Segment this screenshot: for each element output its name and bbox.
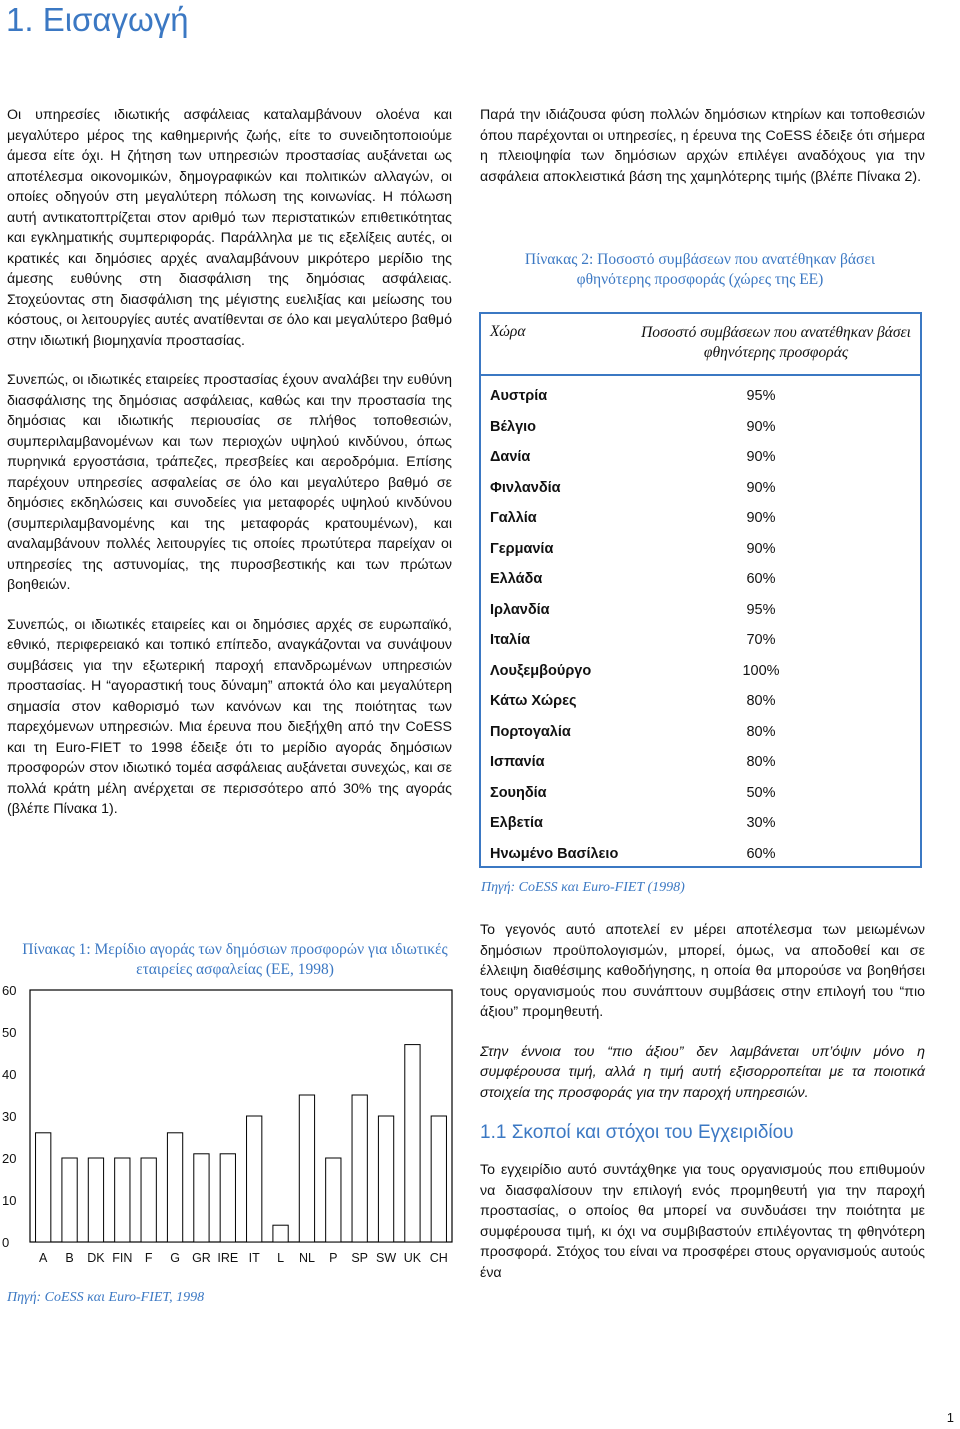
bar	[62, 1158, 77, 1242]
country-cell: Λουξεμβούργο	[490, 662, 592, 679]
table-row	[481, 565, 920, 596]
x-tick-label: IT	[248, 1251, 260, 1265]
table-row	[481, 840, 920, 871]
x-tick-label: NL	[298, 1251, 315, 1265]
country-cell: Δανία	[490, 449, 531, 465]
country-cell: Βέλγιο	[490, 418, 537, 435]
table-body	[481, 376, 920, 870]
y-tick-label: 50	[2, 1025, 17, 1040]
x-tick-label: B	[65, 1251, 74, 1265]
country-cell: Γαλλία	[490, 510, 537, 526]
bar	[194, 1154, 209, 1242]
country-cell: Αυστρία	[490, 388, 548, 404]
bar	[299, 1095, 314, 1242]
bar	[378, 1116, 393, 1242]
x-tick-label: G	[170, 1251, 180, 1265]
bar	[115, 1158, 130, 1242]
page-heading: 1. Εισαγωγή	[6, 1, 189, 38]
pct-cell: 100%	[742, 662, 780, 679]
table-row	[481, 504, 920, 535]
x-tick-label: L	[277, 1251, 285, 1265]
right-paragraph-last: Το εγχειρίδιο αυτό συντάχθηκε για τους οργανισμούς που επιθυμούν να διασφαλίσουν την επιλογή ενός προμηθευτή για την παροχή προστασίας, ο οποίος θα μπορεί να συνδυάσει την ποιότητα με συμφέρουσα τιμή, κι όχι να συμβιβαστούν επιλέγοντας τη φθηνότερη προσφορά. Στόχος του είναι να προσφέρει στους οργανισμούς αυτούς ένα	[480, 1162, 925, 1281]
bar	[141, 1158, 156, 1242]
x-tick-label: GR	[192, 1251, 211, 1265]
country-cell: Γερμανία	[490, 540, 554, 557]
bar	[352, 1095, 367, 1242]
x-tick-label: IRE	[217, 1251, 239, 1265]
bar	[36, 1133, 51, 1242]
pct-cell: 90%	[746, 479, 776, 496]
comparison-table	[479, 312, 922, 868]
table-row	[481, 687, 920, 718]
chart-figure	[0, 940, 460, 1320]
table-row	[481, 626, 920, 657]
bar	[326, 1158, 341, 1242]
country-cell: Πορτογαλία	[490, 723, 571, 740]
country-cell: Ιταλία	[490, 632, 531, 648]
y-tick-label: 40	[2, 1067, 17, 1082]
table-row	[481, 535, 920, 566]
country-cell: Ιρλανδία	[490, 601, 550, 618]
country-cell: Σουηδία	[490, 784, 547, 801]
x-tick-label: FIN	[112, 1251, 133, 1265]
bar	[405, 1045, 420, 1242]
table-title: Πίνακας 2: Ποσοστό συμβάσεων που ανατέθηκαν βάσει φθηνότερης προσφοράς (χώρες της ΕΕ)	[524, 251, 876, 288]
bar-chart	[0, 984, 460, 1314]
left-column	[7, 105, 452, 839]
x-tick-label: P	[329, 1251, 338, 1265]
table-source: Πηγή: CoESS και Euro-FIET (1998)	[481, 880, 685, 895]
pct-cell: 60%	[746, 571, 776, 587]
pct-cell: 95%	[746, 601, 776, 618]
header-country: Χώρα	[490, 323, 526, 340]
bar	[247, 1116, 262, 1242]
right-paragraph-italic: Στην έννοια του “πιο άξιου” δεν λαμβάνεται υπ’όψιν μόνο η συμφέρουσα τιμή, αλλά η τιμή αυτή εξισορροπείται με τα ποιοτικά στοιχεία της προσφοράς για την παροχή υπηρεσιών.	[480, 1043, 925, 1101]
table-header	[481, 314, 920, 376]
right-paragraph-2: Το γεγονός αυτό αποτελεί εν μέρει αποτέλεσμα των μειωμένων δημόσιων προϋπολογισμών, μπορεί, όμως, να αποδοθεί και σε έλλειψη διαθέσιμης καθοδήγησης, η οποία θα μπορούσε να βοηθήσει τους οργανισμούς που συνάπτουν συμβάσεις στην επιλογή του “πιο άξιου” προμηθευτή.	[480, 922, 925, 1020]
right-column-lower	[480, 920, 925, 1302]
paragraph-3: Συνεπώς, οι ιδιωτικές εταιρείες και οι δημόσιες αρχές σε ευρωπαϊκό, εθνικό, περιφερειακό και τοπικό επίπεδο, αναγκάζονται να συνάψουν συμβάσεις για την εξωτερική παροχή επανδρωμένων υπηρεσιών προστασίας. Η “αγοραστική τους δύναμη” αποκτά όλο και μεγαλύτερη σημασία στον καθορισμό των κανόνων και της ποιότητας των παρεχόμενων υπηρεσιών. Μια έρευνα που διεξήχθη από την CoESS και τη Euro-FIET το 1998 έδειξε ότι το μερίδιο αγοράς δημόσιων προσφορών στον ιδιωτικό τομέα ασφάλειας αυξάνεται συνεχώς, και σε πολλά κράτη μέλη ανέρχεται σε περισσότερο από 30% της αγοράς (βλέπε Πίνακα 1).	[7, 616, 452, 817]
pct-cell: 90%	[746, 449, 776, 465]
paragraph-2: Συνεπώς, οι ιδιωτικές εταιρείες προστασίας έχουν αναλάβει την ευθύνη διασφάλισης της δημόσιας ασφάλειας, καθώς και την προστασία της δημόσιας και ιδιωτικής περιουσίας σε πλήθος τοποθεσιών, συμπεριλαμβανομένων και των περιοχών υψηλού κινδύνου, όπως πυρηνικά εργοστάσια, τράπεζες, πρεσβείες και αεροδρόμια. Επίσης παρέχουν υπηρεσίες ασφαλείας σε όλο και μεγαλύτερο βαθμό σε δημόσιες εκδηλώσεις και συνοδείες για μεταφορές υψηλού κινδύνου (συμπεριλαμβανομένης και της μεταφοράς κρατουμένων), και αναλαμβάνουν πολλές λειτουργίες τις οποίες πρωτύτερα παρείχαν οι υπηρεσίες της αστυνομίας, της πυροσβεστικής και των πρώτων βοηθειών.	[7, 372, 452, 593]
pct-cell: 90%	[746, 418, 776, 435]
right-intro-paragraph: Παρά την ιδιάζουσα φύση πολλών δημόσιων κτηρίων και τοποθεσιών όπου παρέχονται οι υπηρεσίες, η έρευνα της CoESS έδειξε ότι σήμερα η πλειοψηφία των δημόσιων αρχών επιλέγει αναδόχους για την ασφάλεια αποκλειστικά βάση της χαμηλότερης τιμής (βλέπε Πίνακα 2).	[480, 107, 925, 185]
table-row	[481, 809, 920, 840]
country-cell: Ηνωμένο Βασίλειο	[490, 845, 619, 862]
y-tick-label: 10	[2, 1193, 17, 1208]
header-percentage: Ποσοστό συμβάσεων που ανατέθηκαν βάσει φθηνότερης προσφοράς	[641, 324, 911, 361]
pct-cell: 80%	[746, 754, 776, 770]
country-cell: Ισπανία	[490, 754, 545, 770]
x-tick-label: DK	[87, 1251, 105, 1265]
pct-cell: 95%	[746, 388, 776, 404]
country-cell: Φινλανδία	[490, 479, 561, 496]
paragraph-1: Οι υπηρεσίες ιδιωτικής ασφάλειας καταλαμβάνουν ολοένα και μεγαλύτερο μέρος της καθημερινής ζωής, είτε το συνειδητοποιούμε άμεσα είτε όχι. Η ζήτηση των υπηρεσιών προστασίας αυξάνεται ως αποτέλεσμα οικονομικών, δημογραφικών και πολιτικών αλλαγών, οι οποίες οδηγούν στη μεγαλύτερη πόλωση της κοινωνίας. Η πόλωση αυτή αντικατοπτρίζεται στον αριθμό των περιστατικών επιθετικότητας και εγκληματικής συμπεριφοράς. Παράλληλα με τις εξελίξεις αυτές, οι κρατικές και δημόσιες αρχές αναλαμβάνουν μικρότερο μερίδιο της άμεσης ευθύνης στη διασφάλιση της δημόσιας ασφάλειας. Στοχεύοντας στη διασφάλιση της μέγιστης ευελιξίας και μείωσης του κόστους, οι λειτουργίες αυτές ανατίθενται σε όλο και μεγαλύτερο βαθμό στην ιδιωτική βιομηχανία προστασίας.	[7, 107, 452, 349]
table-row	[481, 413, 920, 444]
chart-title: Πίνακας 1: Μερίδιο αγοράς των δημόσιων προσφορών για ιδιωτικές εταιρείες ασφαλείας (ΕΕ, 1998)	[22, 941, 448, 978]
y-tick-label: 60	[2, 984, 17, 998]
bar	[273, 1225, 288, 1242]
pct-cell: 90%	[746, 510, 776, 526]
table-row	[481, 443, 920, 474]
pct-cell: 80%	[746, 723, 776, 740]
y-tick-label: 0	[2, 1235, 10, 1250]
country-cell: Ελλάδα	[490, 571, 543, 587]
table-row	[481, 474, 920, 505]
y-tick-label: 20	[2, 1151, 17, 1166]
bar	[167, 1133, 182, 1242]
table-row	[481, 657, 920, 688]
x-tick-label: CH	[429, 1251, 448, 1265]
x-tick-label: SP	[351, 1251, 369, 1265]
pct-cell: 70%	[746, 632, 776, 648]
pct-cell: 80%	[746, 693, 776, 709]
x-tick-label: A	[39, 1251, 48, 1265]
table-row	[481, 748, 920, 779]
table-row	[481, 718, 920, 749]
bar	[88, 1158, 103, 1242]
right-column	[480, 105, 925, 206]
pct-cell: 90%	[746, 540, 776, 557]
x-tick-label: UK	[403, 1251, 422, 1265]
x-tick-label: F	[144, 1251, 153, 1265]
page-number: 1	[946, 1410, 954, 1425]
country-cell: Ελβετία	[490, 815, 543, 831]
bar	[431, 1116, 446, 1242]
table-row	[481, 382, 920, 413]
country-cell: Κάτω Χώρες	[490, 693, 577, 709]
pct-cell: 60%	[746, 845, 776, 862]
table-row	[481, 596, 920, 627]
pct-cell: 50%	[746, 784, 776, 801]
bar	[220, 1154, 235, 1242]
table-row	[481, 779, 920, 810]
chart-source: Πηγή: CoESS και Euro-FIET, 1998	[7, 1290, 205, 1305]
x-tick-label: SW	[375, 1251, 397, 1265]
pct-cell: 30%	[746, 815, 776, 831]
y-tick-label: 30	[2, 1109, 17, 1124]
section-heading: 1.1 Σκοποί και στόχοι του Εγχειριδίου	[480, 1122, 794, 1143]
